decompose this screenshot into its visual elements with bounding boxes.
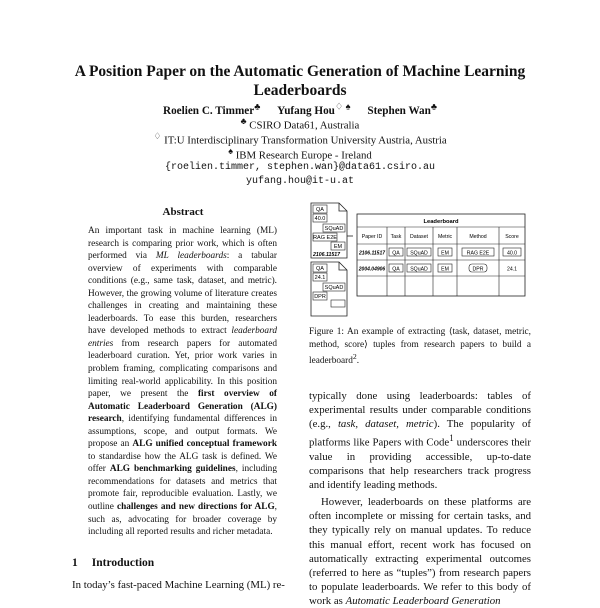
col-header: Paper ID (361, 234, 383, 240)
paper-dataset: SQuAD (324, 226, 344, 233)
leaderboard-title: Leaderboard (423, 219, 459, 225)
affiliation: ♢ IT:U Interdisciplinary Transformation University Austria, Austria (153, 131, 447, 147)
affiliation: ♠ IBM Research Europe - Ireland (228, 146, 372, 162)
abstract-heading: Abstract (162, 206, 204, 218)
affiliation: ♣ CSIRO Data61, Australia (240, 116, 360, 132)
col-header: Method (469, 234, 487, 240)
col-header: Score (505, 234, 519, 240)
paper-method: DPR (314, 294, 326, 301)
cell-paper-id: 2004.04906 (358, 266, 386, 273)
paper-score: 40.0 (314, 216, 326, 223)
leaderboard-table (357, 214, 525, 296)
paper-title: A Position Paper on the Automatic Generation of Machine Learning Leaderboards (74, 63, 526, 99)
abstract-body: An important task in machine learning (ML) research is comparing prior work, which is often performed via ML leaderboards: a tabular overview of experiments with comparable conditions (e.g., same task, dataset, and metric). However, the growing volume of literature creates challenges in creating and maintaining these leaderboards. To ease this burden, researchers have developed methods to extract leaderboard entries from research papers for automated leaderboard curation. Yet, prior work varies in problem framing, complicating comparisons and limiting real-world applicability. In this position paper, we present the first overview of Automatic Leaderboard Generation (ALG) research, identifying fundamental differences in assumptions, scope, and output formats. We propose an ALG unified conceptual framework to standardise how the ALG task is defined. We offer ALG benchmarking guidelines, including recommendations for datasets and metrics that promote fair, reproducible evaluation. Lastly, we outline challenges and new directions for ALG, such as, advocating for broader coverage by including all reported results and richer metadata. (88, 226, 278, 538)
author-list (0, 101, 600, 117)
figure-1 (309, 196, 529, 302)
cell-score: 40.0 (506, 250, 518, 257)
cell-metric: EM (441, 266, 449, 273)
author: Roelien C. Timmer♣ (162, 102, 261, 117)
col-header: Metric (437, 234, 453, 240)
paper-metric: EM (333, 244, 343, 251)
email-line: {roelien.timmer, stephen.wan}@data61.csiro.au (164, 162, 436, 173)
email-line: yufang.hou@it-u.at (245, 176, 355, 187)
paper-card (311, 262, 347, 316)
body-text-right: typically done using leaderboards: tables of experimental results under comparable conditions (e.g., task, dataset, metric). The popularity of platforms like Papers with Code$^1$ underscores their value in providing accessible, up-to-date comparisons that help researchers track progress and identify leading methods. However, leaderboards on these platforms are often incomplete or missing for certain tasks, and they typically rely on manual updates. To reduce this manual effort, recent work has focused on automatically extracting experimental outcomes (referred to here as “tuples”) from research papers to populate leaderboards. We refer to this body of work as Automatic Leaderboard Generation (309, 390, 532, 607)
paper-method: RAG E2E (313, 235, 337, 242)
cell-dataset: SQuAD (410, 266, 428, 273)
cell-method: RAG E2E (466, 250, 490, 257)
paper-score: 24.1 (314, 275, 326, 282)
col-header: Task (390, 234, 402, 240)
cell-score: 24.1 (506, 266, 518, 273)
cell-task: QA (392, 266, 400, 273)
author: Stephen Wan♣ (367, 102, 437, 117)
author: Yufang Hou♢ ♠ (277, 102, 351, 117)
cell-metric: EM (441, 250, 449, 257)
cell-method: DPR (472, 266, 484, 273)
section-heading: 1 Introduction (72, 557, 155, 569)
cell-dataset: SQuAD (410, 250, 428, 257)
cell-paper-id: 2106.11517 (358, 250, 386, 257)
intro-paragraph: In today’s fast-paced Machine Learning (ML) re- (72, 579, 285, 591)
paper-dataset: SQuAD (324, 285, 344, 292)
paper-task: QA (316, 266, 324, 273)
paper-card (311, 203, 347, 258)
figure-caption: Figure 1: An example of extracting ⟨task, dataset, metric, method, score⟩ tuples from research papers to build a leaderboard$^2$. (309, 327, 531, 367)
paper-task: QA (316, 207, 324, 214)
col-header: Dataset (410, 234, 428, 240)
cell-task: QA (392, 250, 400, 257)
paper-id: 2106.11517 (313, 252, 341, 258)
